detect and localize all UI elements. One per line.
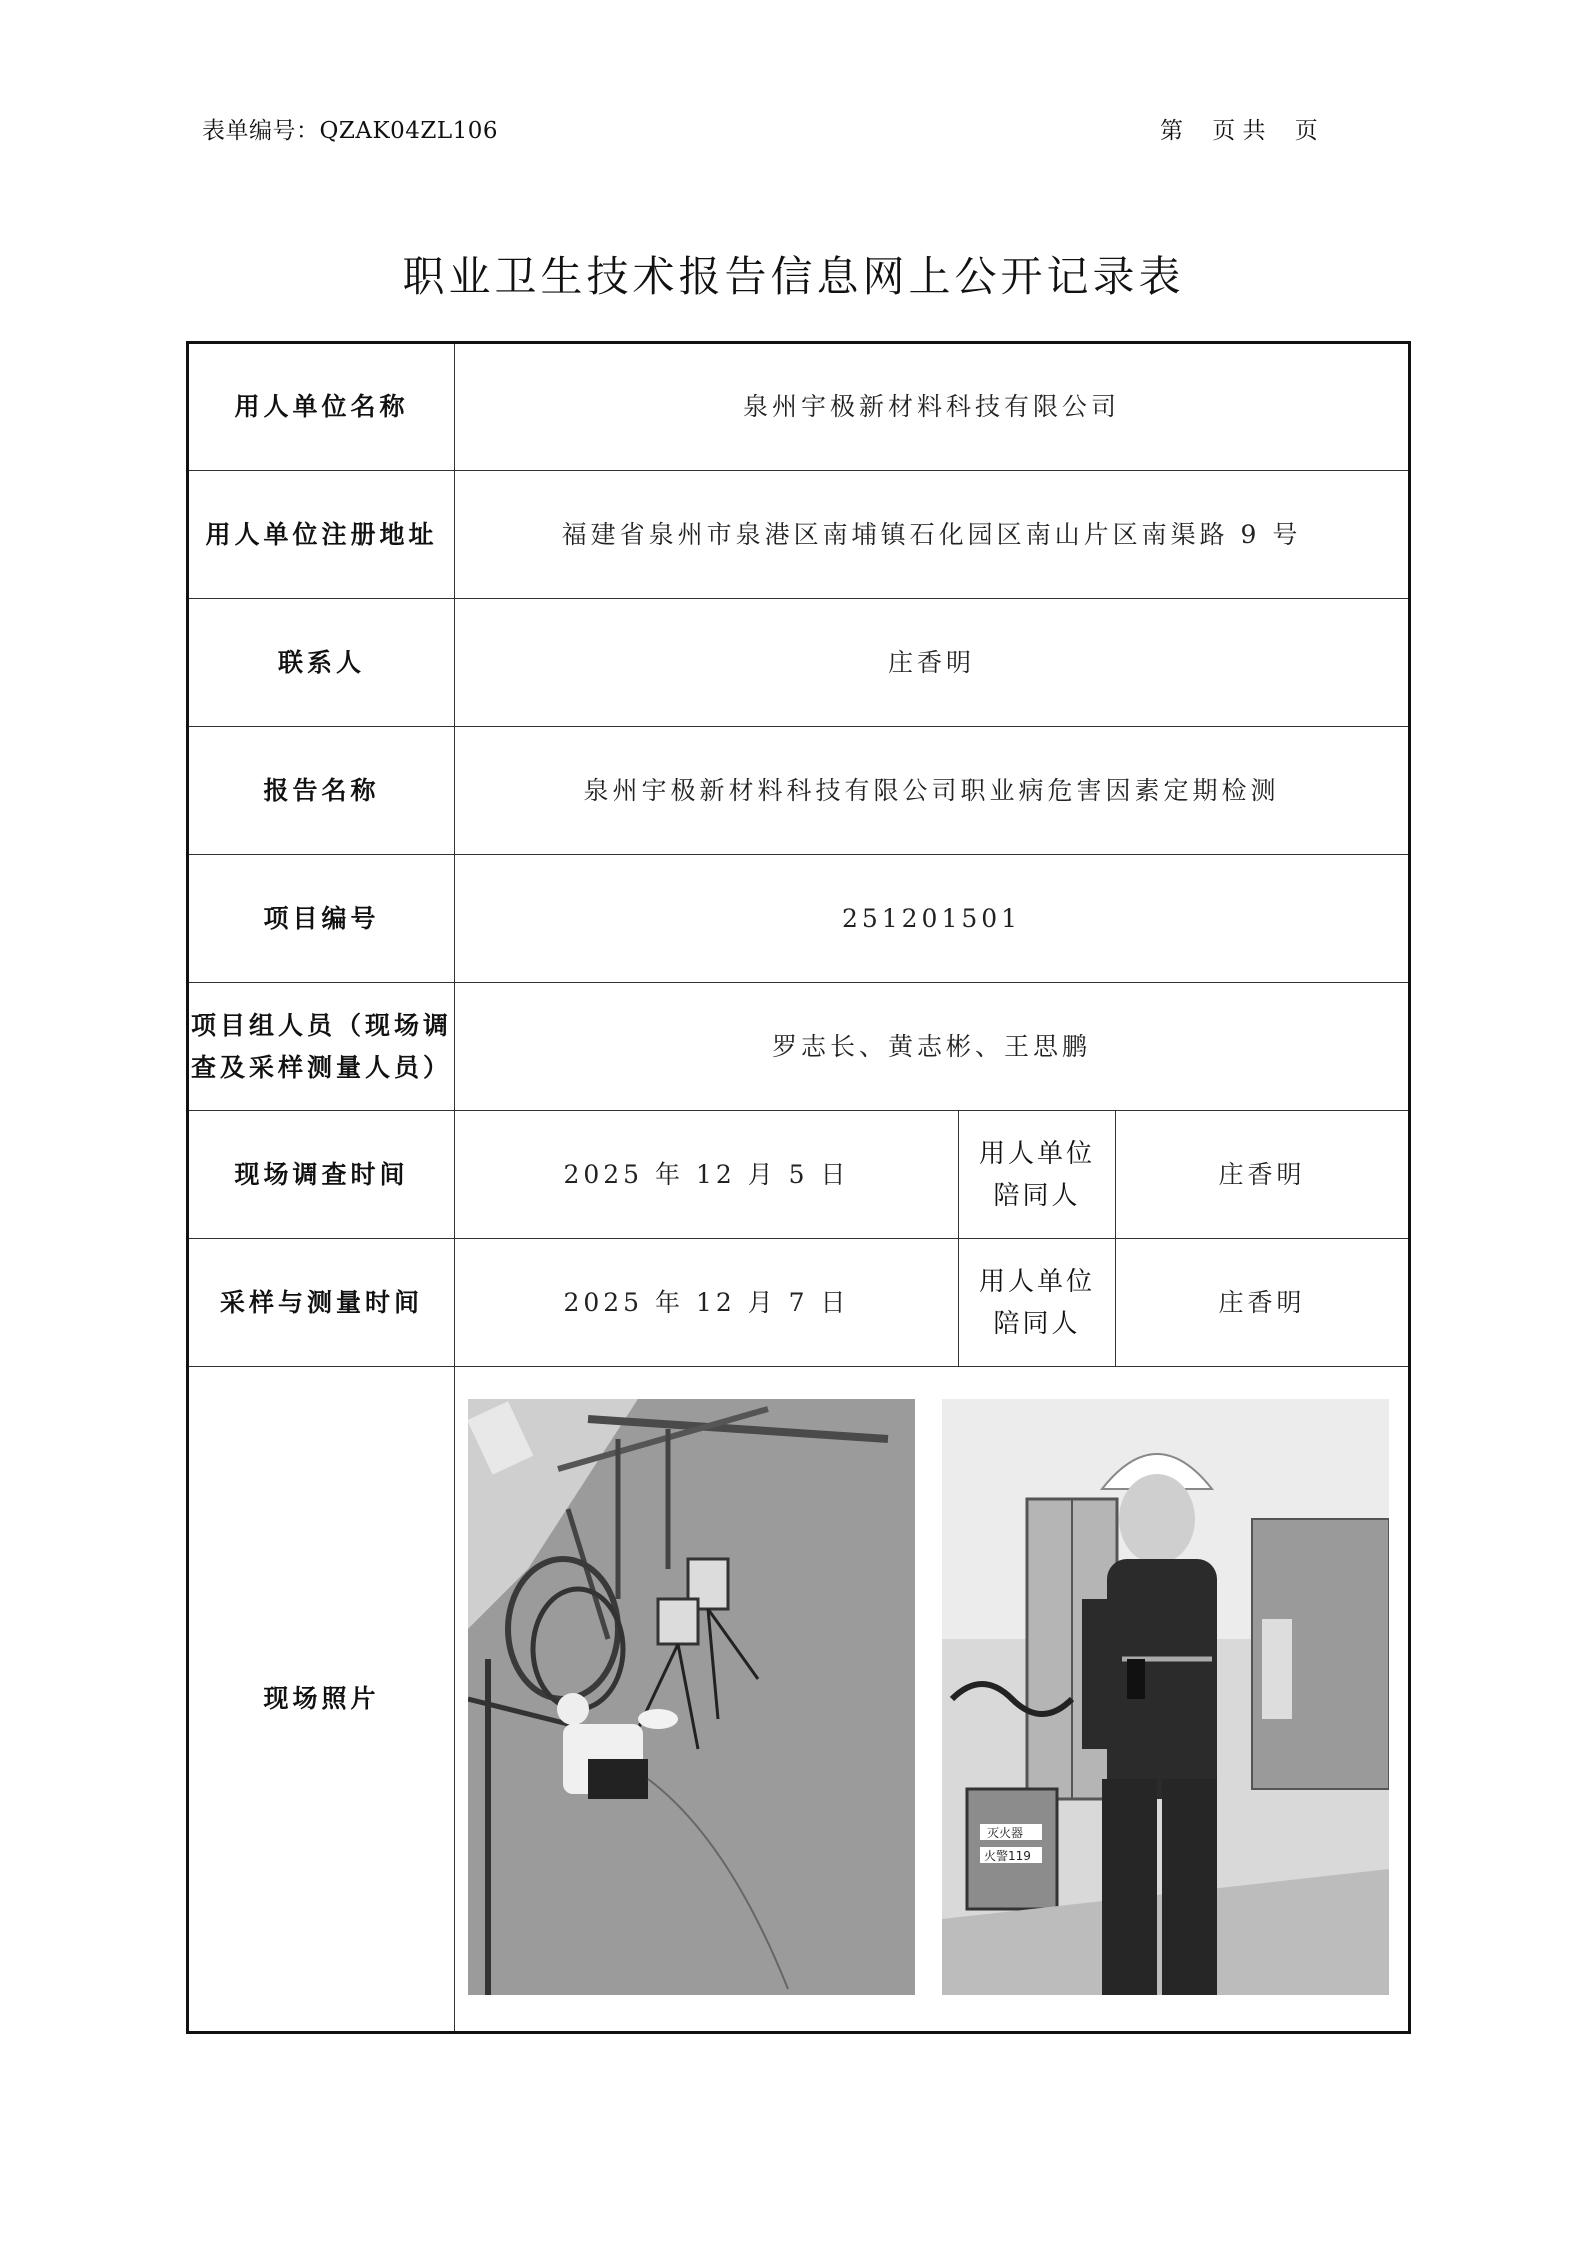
sampling-accomp-label bbox=[959, 1239, 1116, 1367]
team-label bbox=[188, 983, 455, 1111]
table-row bbox=[188, 471, 1410, 599]
photos-container bbox=[455, 1367, 1408, 2031]
photos-cell bbox=[455, 1367, 1410, 2033]
unit-name-value: 泉州宇极新材料科技有限公司 bbox=[455, 343, 1410, 471]
form-number: 表单编号：QZAK04ZL106 bbox=[202, 118, 499, 144]
extinguisher-box-text-1: 灭火器 bbox=[987, 1826, 1024, 1840]
page-title: 职业卫生技术报告信息网上公开记录表 bbox=[402, 252, 1185, 301]
table-row bbox=[188, 1239, 1410, 1367]
photos-label: 现场照片 bbox=[188, 1367, 455, 2033]
page-info: 第 页 共 页 bbox=[1160, 118, 1318, 144]
survey-time-value: 2025 年 12 月 5 日 bbox=[455, 1111, 959, 1239]
contact-label: 联系人 bbox=[188, 599, 455, 727]
table-row bbox=[188, 855, 1410, 983]
team-value: 罗志长、黄志彬、王思鹏 bbox=[455, 983, 1410, 1111]
report-name-value: 泉州宇极新材料科技有限公司职业病危害因素定期检测 bbox=[455, 727, 1410, 855]
table-row bbox=[188, 983, 1410, 1111]
survey-accomp-label bbox=[959, 1111, 1116, 1239]
sampling-accomp-label-line2: 陪同人 bbox=[993, 1308, 1081, 1339]
project-no-label: 项目编号 bbox=[188, 855, 455, 983]
table-row bbox=[188, 1367, 1410, 2033]
sampling-time-label: 采样与测量时间 bbox=[188, 1239, 455, 1367]
survey-accomp-value: 庄香明 bbox=[1116, 1111, 1410, 1239]
table-row bbox=[188, 1111, 1410, 1239]
survey-time-label: 现场调查时间 bbox=[188, 1111, 455, 1239]
table-row bbox=[188, 343, 1410, 471]
sampling-time-value: 2025 年 12 月 7 日 bbox=[455, 1239, 959, 1367]
contact-value: 庄香明 bbox=[455, 599, 1410, 727]
site-photo-welding-graphic bbox=[468, 1399, 915, 1995]
site-photo-worker-graphic bbox=[942, 1399, 1389, 1995]
site-photo-worker bbox=[942, 1399, 1389, 1995]
survey-accomp-label-line2: 陪同人 bbox=[993, 1180, 1081, 1211]
unit-name-label: 用人单位名称 bbox=[188, 343, 455, 471]
project-no-value: 251201501 bbox=[455, 855, 1410, 983]
address-label: 用人单位注册地址 bbox=[188, 471, 455, 599]
extinguisher-box-text-2: 火警119 bbox=[984, 1849, 1031, 1863]
team-label-line1: 项目组人员（现场调 bbox=[190, 1010, 452, 1040]
sampling-accomp-value: 庄香明 bbox=[1116, 1239, 1410, 1367]
report-name-label: 报告名称 bbox=[188, 727, 455, 855]
team-label-line2: 查及采样测量人员） bbox=[190, 1052, 452, 1082]
table-row bbox=[188, 727, 1410, 855]
record-table bbox=[186, 341, 1411, 2034]
survey-accomp-label-line1: 用人单位 bbox=[978, 1138, 1095, 1169]
site-photo-welding bbox=[468, 1399, 915, 1995]
address-value: 福建省泉州市泉港区南埔镇石化园区南山片区南渠路 9 号 bbox=[455, 471, 1410, 599]
table-row bbox=[188, 599, 1410, 727]
sampling-accomp-label-line1: 用人单位 bbox=[978, 1266, 1095, 1297]
